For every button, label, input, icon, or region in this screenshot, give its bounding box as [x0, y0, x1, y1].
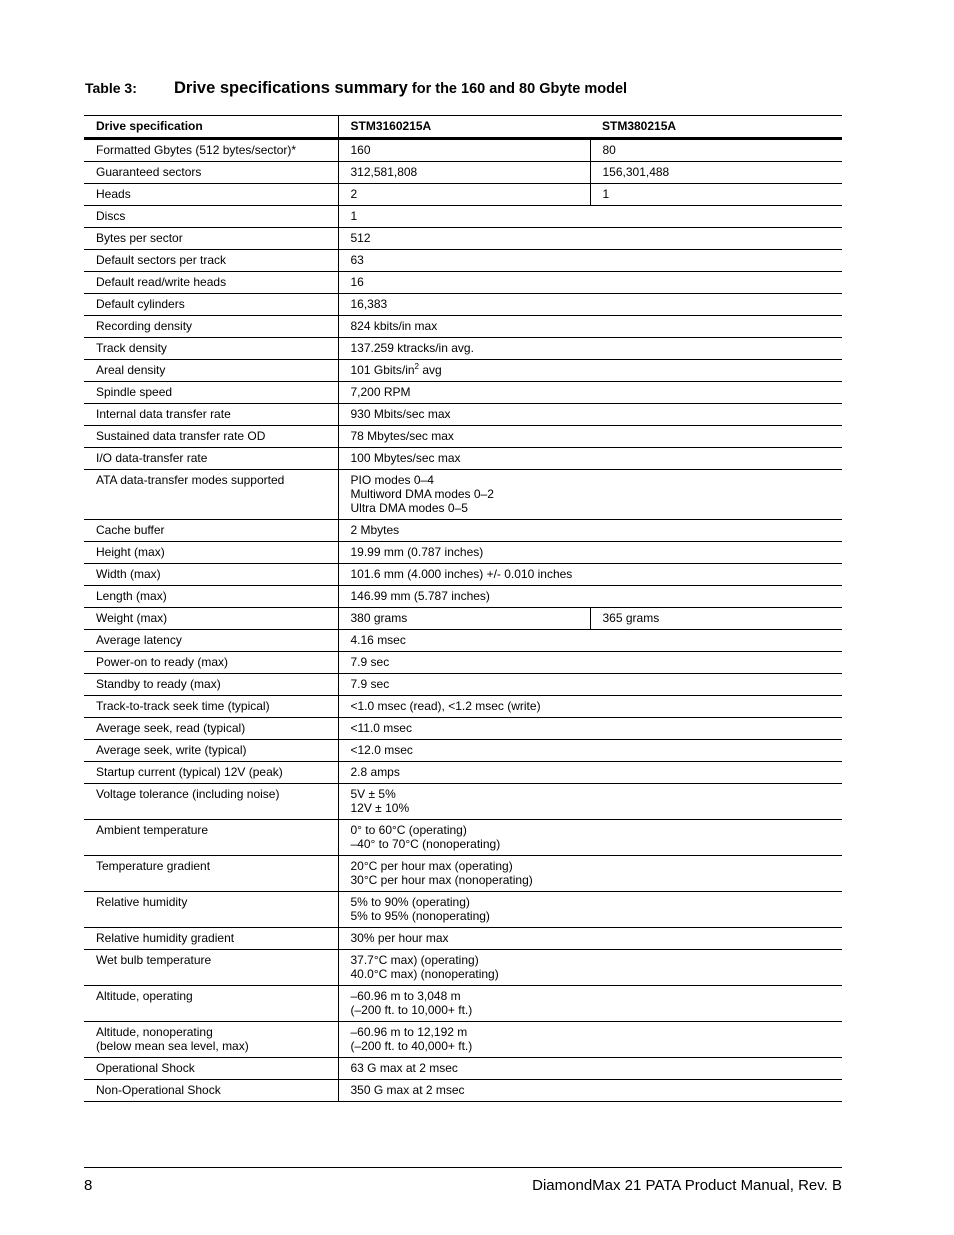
spec-value-both: 19.99 mm (0.787 inches): [338, 542, 842, 564]
table-row: [84, 564, 842, 586]
spec-label: Average seek, write (typical): [84, 740, 338, 762]
table-row: [84, 950, 842, 986]
spec-label: Sustained data transfer rate OD: [84, 426, 338, 448]
spec-value-text: 101 Gbits/in: [350, 363, 415, 377]
spec-value-both: 63 G max at 2 msec: [338, 1058, 842, 1080]
spec-label: Internal data transfer rate: [84, 404, 338, 426]
spec-label: Length (max): [84, 586, 338, 608]
spec-value-stm380215a: 80: [590, 139, 842, 162]
spec-value-both: 1: [338, 206, 842, 228]
spec-label: Weight (max): [84, 608, 338, 630]
table-row: [84, 250, 842, 272]
table-row: [84, 608, 842, 630]
spec-label: Formatted Gbytes (512 bytes/sector)*: [84, 139, 338, 162]
table-row: [84, 856, 842, 892]
table-row: [84, 470, 842, 520]
spec-label: Default cylinders: [84, 294, 338, 316]
spec-value-stm3160215a: 380 grams: [338, 608, 590, 630]
spec-value-both: 37.7°C max) (operating) 40.0°C max) (nonoperating): [338, 950, 842, 986]
spec-value-both: 100 Mbytes/sec max: [338, 448, 842, 470]
table-row: [84, 820, 842, 856]
table-row: [84, 928, 842, 950]
table-row: [84, 404, 842, 426]
spec-label: Track-to-track seek time (typical): [84, 696, 338, 718]
spec-label: Relative humidity: [84, 892, 338, 928]
spec-label: Relative humidity gradient: [84, 928, 338, 950]
table-row: [84, 360, 842, 382]
spec-label: Temperature gradient: [84, 856, 338, 892]
spec-value-both: 5% to 90% (operating) 5% to 95% (nonoperating): [338, 892, 842, 928]
spec-value-both: 7.9 sec: [338, 674, 842, 696]
table-row: [84, 630, 842, 652]
spec-value-both: 7.9 sec: [338, 652, 842, 674]
table-row: [84, 652, 842, 674]
spec-value-stm3160215a: 2: [338, 184, 590, 206]
table-caption: [85, 79, 845, 98]
spec-label: Altitude, nonoperating (below mean sea level, max): [84, 1022, 338, 1058]
spec-value-both: 16,383: [338, 294, 842, 316]
spec-value-both: <12.0 msec: [338, 740, 842, 762]
spec-value-both: 63: [338, 250, 842, 272]
table-row: [84, 228, 842, 250]
table-row: [84, 892, 842, 928]
spec-label: Average seek, read (typical): [84, 718, 338, 740]
drive-specifications-table: [84, 115, 842, 1102]
spec-label: Heads: [84, 184, 338, 206]
table-row: [84, 294, 842, 316]
spec-value-stm380215a: 1: [590, 184, 842, 206]
spec-label: Operational Shock: [84, 1058, 338, 1080]
spec-label: Spindle speed: [84, 382, 338, 404]
spec-label: ATA data-transfer modes supported: [84, 470, 338, 520]
spec-label: Default sectors per track: [84, 250, 338, 272]
table-row: [84, 986, 842, 1022]
spec-value-suffix: avg: [419, 363, 442, 377]
spec-value-both: 4.16 msec: [338, 630, 842, 652]
table-row: [84, 740, 842, 762]
spec-value-both: 137.259 ktracks/in avg.: [338, 338, 842, 360]
spec-label: Non-Operational Shock: [84, 1080, 338, 1102]
table-header-row: [84, 116, 842, 139]
table-row: [84, 586, 842, 608]
spec-label: Discs: [84, 206, 338, 228]
spec-value-both: 16: [338, 272, 842, 294]
page-number: 8: [84, 1177, 93, 1194]
table-row: [84, 139, 842, 162]
table-row: [84, 762, 842, 784]
table-title-suffix: for the 160 and 80 Gbyte model: [407, 81, 628, 97]
table-row: [84, 1022, 842, 1058]
spec-value-both: –60.96 m to 3,048 m (–200 ft. to 10,000+ ft.): [338, 986, 842, 1022]
header-drive-specification: Drive specification: [84, 116, 338, 139]
spec-value-both: 30% per hour max: [338, 928, 842, 950]
spec-value-both: 512: [338, 228, 842, 250]
table-row: [84, 316, 842, 338]
table-row: [84, 520, 842, 542]
spec-value-both: 101.6 mm (4.000 inches) +/- 0.010 inches: [338, 564, 842, 586]
spec-value-both: 5V ± 5% 12V ± 10%: [338, 784, 842, 820]
spec-value-both: 146.99 mm (5.787 inches): [338, 586, 842, 608]
spec-label: Height (max): [84, 542, 338, 564]
spec-value-both: –60.96 m to 12,192 m (–200 ft. to 40,000+ ft.): [338, 1022, 842, 1058]
spec-value-both: 930 Mbits/sec max: [338, 404, 842, 426]
spec-value-stm3160215a: 160: [338, 139, 590, 162]
spec-value-stm3160215a: 312,581,808: [338, 162, 590, 184]
table-row: [84, 784, 842, 820]
spec-value-both: 78 Mbytes/sec max: [338, 426, 842, 448]
spec-label: I/O data-transfer rate: [84, 448, 338, 470]
table-row: [84, 696, 842, 718]
spec-value-stm380215a: 156,301,488: [590, 162, 842, 184]
table-row: [84, 382, 842, 404]
spec-value-both: 824 kbits/in max: [338, 316, 842, 338]
spec-label: Startup current (typical) 12V (peak): [84, 762, 338, 784]
spec-label: Track density: [84, 338, 338, 360]
spec-label: Standby to ready (max): [84, 674, 338, 696]
table-row: [84, 338, 842, 360]
spec-value-both: <11.0 msec: [338, 718, 842, 740]
spec-value-both: PIO modes 0–4 Multiword DMA modes 0–2 Ultra DMA modes 0–5: [338, 470, 842, 520]
table-body: [84, 139, 842, 1102]
superscript: 2: [414, 362, 419, 371]
spec-label: Cache buffer: [84, 520, 338, 542]
spec-value-both: 0° to 60°C (operating) –40° to 70°C (nonoperating): [338, 820, 842, 856]
header-stm380215a: STM380215A: [590, 116, 842, 139]
table-row: [84, 184, 842, 206]
spec-label: Guaranteed sectors: [84, 162, 338, 184]
table-row: [84, 206, 842, 228]
spec-label: Recording density: [84, 316, 338, 338]
spec-value-stm380215a: 365 grams: [590, 608, 842, 630]
spec-value-both: 20°C per hour max (operating) 30°C per hour max (nonoperating): [338, 856, 842, 892]
table-row: [84, 448, 842, 470]
spec-label: Ambient temperature: [84, 820, 338, 856]
table-row: [84, 542, 842, 564]
spec-label: Areal density: [84, 360, 338, 382]
footer-divider: [84, 1167, 842, 1168]
table-row: [84, 718, 842, 740]
spec-value-both: 350 G max at 2 msec: [338, 1080, 842, 1102]
spec-label: Bytes per sector: [84, 228, 338, 250]
table-row: [84, 272, 842, 294]
spec-label: Voltage tolerance (including noise): [84, 784, 338, 820]
spec-value-both: [338, 360, 842, 382]
spec-value-both: 2 Mbytes: [338, 520, 842, 542]
spec-label: Average latency: [84, 630, 338, 652]
spec-label: Default read/write heads: [84, 272, 338, 294]
table-title: Drive specifications summary: [174, 79, 408, 97]
manual-title: DiamondMax 21 PATA Product Manual, Rev. B: [532, 1177, 842, 1194]
spec-label: Wet bulb temperature: [84, 950, 338, 986]
table-row: [84, 1058, 842, 1080]
table-row: [84, 162, 842, 184]
spec-label: Altitude, operating: [84, 986, 338, 1022]
spec-value-both: 7,200 RPM: [338, 382, 842, 404]
table-row: [84, 674, 842, 696]
spec-value-both: <1.0 msec (read), <1.2 msec (write): [338, 696, 842, 718]
table-number: Table 3:: [85, 80, 137, 96]
table-row: [84, 1080, 842, 1102]
spec-value-both: 2.8 amps: [338, 762, 842, 784]
spec-label: Width (max): [84, 564, 338, 586]
spec-label: Power-on to ready (max): [84, 652, 338, 674]
header-stm3160215a: STM3160215A: [338, 116, 590, 139]
table-row: [84, 426, 842, 448]
